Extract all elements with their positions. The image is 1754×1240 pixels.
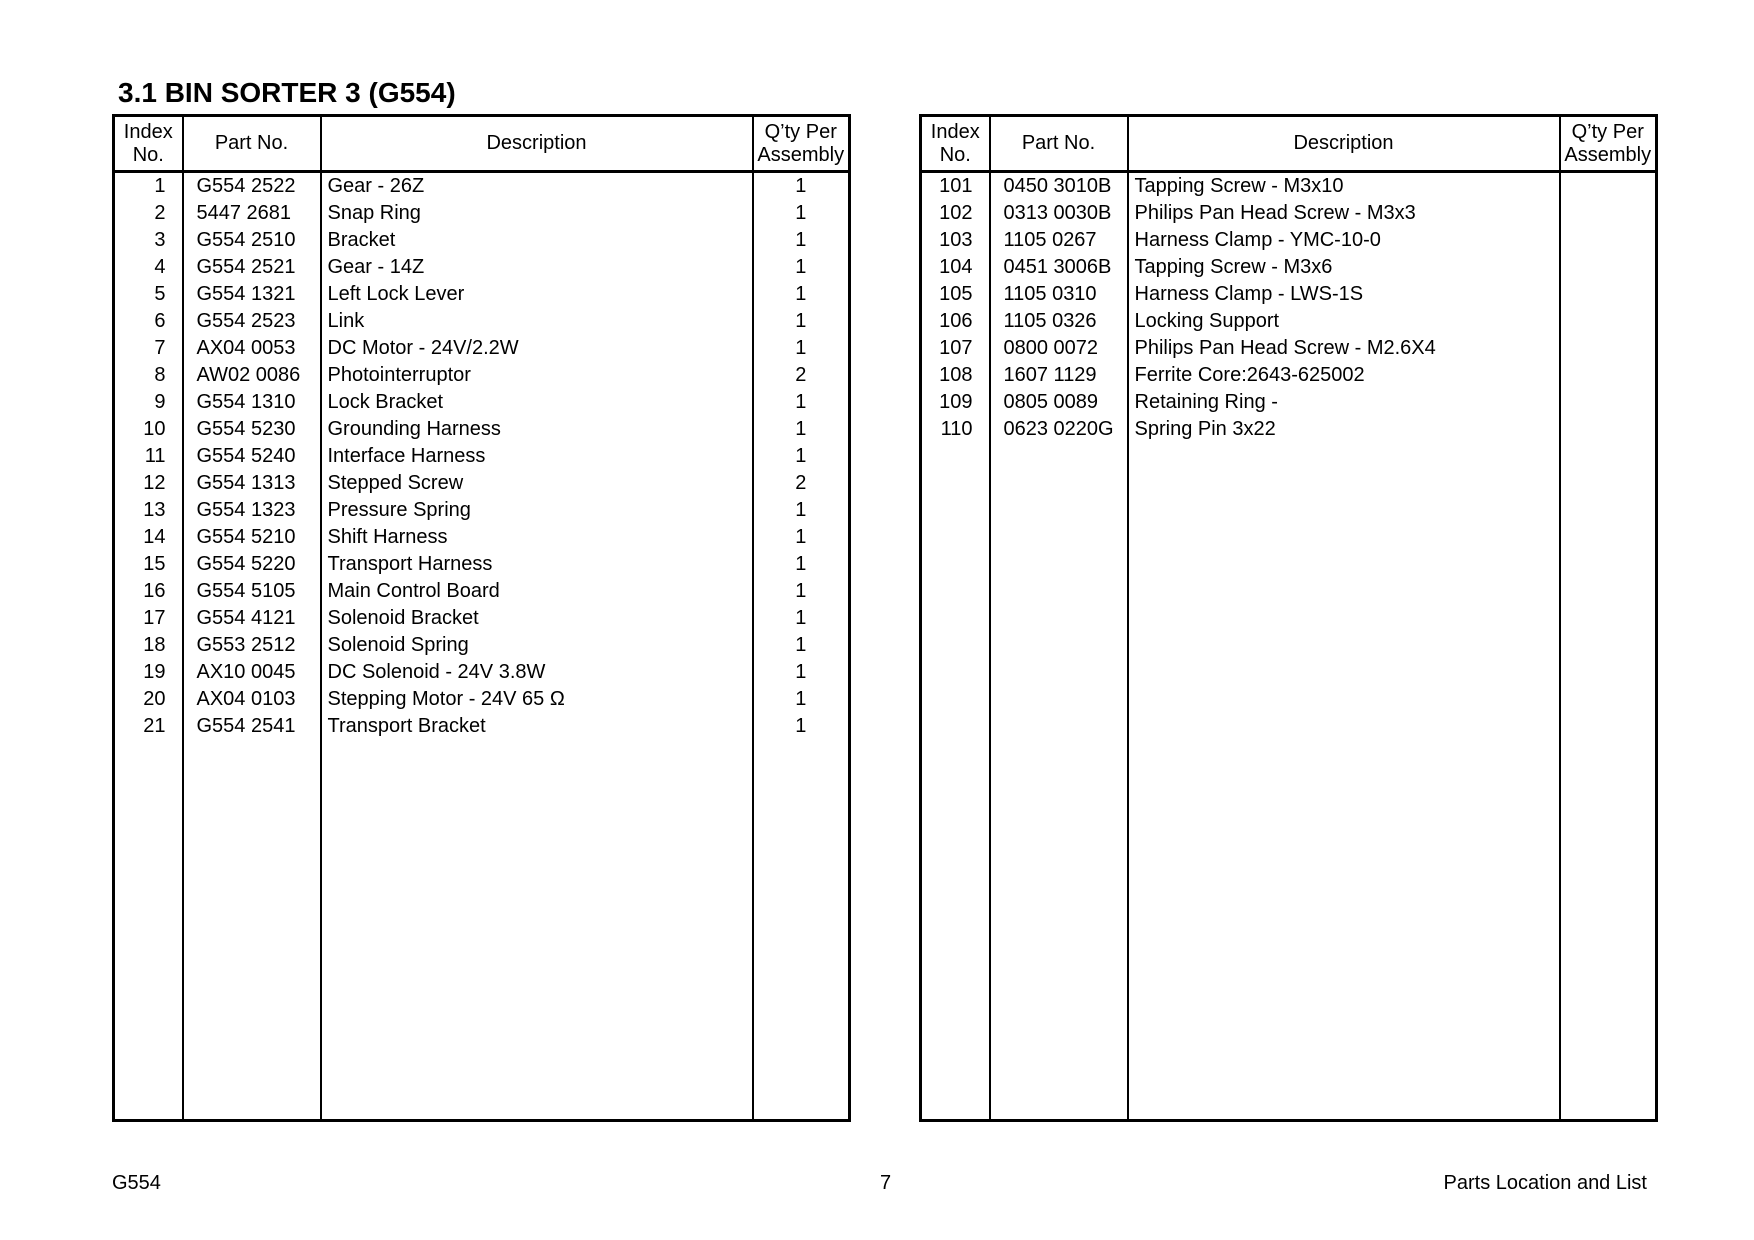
table-row <box>921 172 1657 201</box>
index-cell: 1 <box>114 172 183 201</box>
qty-cell: 1 <box>753 578 850 605</box>
table-row <box>114 416 850 443</box>
table-row <box>114 470 850 497</box>
table-row <box>114 281 850 308</box>
index-cell: 21 <box>114 713 183 740</box>
index-cell: 17 <box>114 605 183 632</box>
description-cell: Solenoid Spring <box>321 632 753 659</box>
qty-cell: 1 <box>753 632 850 659</box>
index-cell: 13 <box>114 497 183 524</box>
part-no-cell: AX04 0053 <box>183 335 321 362</box>
table-row <box>114 551 850 578</box>
empty-cell <box>114 740 183 1121</box>
description-cell: Philips Pan Head Screw - M2.6X4 <box>1128 335 1560 362</box>
part-no-cell: AX10 0045 <box>183 659 321 686</box>
description-cell: Harness Clamp - YMC-10-0 <box>1128 227 1560 254</box>
qty-cell: 1 <box>753 659 850 686</box>
description-cell: Snap Ring <box>321 200 753 227</box>
description-cell: Tapping Screw - M3x10 <box>1128 172 1560 201</box>
table-row <box>114 389 850 416</box>
index-cell: 14 <box>114 524 183 551</box>
description-cell: Solenoid Bracket <box>321 605 753 632</box>
index-cell: 10 <box>114 416 183 443</box>
part-no-cell: 0800 0072 <box>990 335 1128 362</box>
table-row <box>114 659 850 686</box>
table-row <box>114 686 850 713</box>
header-qty <box>1560 116 1657 172</box>
description-cell: Stepped Screw <box>321 470 753 497</box>
table-row <box>921 416 1657 443</box>
part-no-cell: G554 1321 <box>183 281 321 308</box>
description-cell: Stepping Motor - 24V 65 Ω <box>321 686 753 713</box>
empty-cell <box>321 740 753 1121</box>
qty-cell: 1 <box>753 172 850 201</box>
index-cell: 11 <box>114 443 183 470</box>
index-cell: 104 <box>921 254 990 281</box>
part-no-cell: G554 1313 <box>183 470 321 497</box>
qty-cell: 1 <box>753 551 850 578</box>
table-row <box>114 497 850 524</box>
qty-cell <box>1560 254 1657 281</box>
part-no-cell: G554 5220 <box>183 551 321 578</box>
part-no-cell: G553 2512 <box>183 632 321 659</box>
qty-cell: 1 <box>753 524 850 551</box>
qty-cell: 1 <box>753 227 850 254</box>
empty-cell <box>990 443 1128 1121</box>
empty-cell <box>753 740 850 1121</box>
table-row <box>921 308 1657 335</box>
table-row <box>114 443 850 470</box>
qty-cell: 1 <box>753 686 850 713</box>
table-row <box>921 335 1657 362</box>
index-cell: 102 <box>921 200 990 227</box>
qty-cell <box>1560 227 1657 254</box>
footer-page-number: 7 <box>880 1172 892 1194</box>
empty-cell <box>183 740 321 1121</box>
part-no-cell: 5447 2681 <box>183 200 321 227</box>
part-no-cell: G554 1323 <box>183 497 321 524</box>
header-description: Description <box>321 116 753 172</box>
description-cell: Grounding Harness <box>321 416 753 443</box>
table-row <box>114 524 850 551</box>
header-qty <box>753 116 850 172</box>
qty-cell: 1 <box>753 416 850 443</box>
index-cell: 106 <box>921 308 990 335</box>
qty-cell: 1 <box>753 443 850 470</box>
qty-cell: 1 <box>753 389 850 416</box>
qty-cell <box>1560 308 1657 335</box>
page-title: 3.1 BIN SORTER 3 (G554) <box>118 77 456 108</box>
part-no-cell: G554 5105 <box>183 578 321 605</box>
description-cell: Pressure Spring <box>321 497 753 524</box>
index-cell: 6 <box>114 308 183 335</box>
index-cell: 12 <box>114 470 183 497</box>
part-no-cell: G554 1310 <box>183 389 321 416</box>
qty-cell <box>1560 362 1657 389</box>
table-body <box>921 172 1657 1121</box>
part-no-cell: G554 4121 <box>183 605 321 632</box>
empty-cell <box>921 443 990 1121</box>
index-cell: 5 <box>114 281 183 308</box>
header-qty-line2: Assembly <box>1564 143 1652 166</box>
qty-cell: 1 <box>753 281 850 308</box>
qty-cell: 1 <box>753 335 850 362</box>
part-no-cell: G554 2510 <box>183 227 321 254</box>
part-no-cell: 0450 3010B <box>990 172 1128 201</box>
table-row <box>114 227 850 254</box>
header-part-no: Part No. <box>183 116 321 172</box>
part-no-cell: 1105 0326 <box>990 308 1128 335</box>
description-cell: Bracket <box>321 227 753 254</box>
qty-cell: 1 <box>753 200 850 227</box>
description-cell: Photointerruptor <box>321 362 753 389</box>
table-row <box>114 578 850 605</box>
footer-section-name: Parts Location and List <box>1443 1172 1647 1194</box>
index-cell: 103 <box>921 227 990 254</box>
part-no-cell: G554 5240 <box>183 443 321 470</box>
part-no-cell: G554 2523 <box>183 308 321 335</box>
part-no-cell: 1607 1129 <box>990 362 1128 389</box>
table-row <box>114 200 850 227</box>
qty-cell: 1 <box>753 605 850 632</box>
description-cell: Harness Clamp - LWS-1S <box>1128 281 1560 308</box>
description-cell: DC Solenoid - 24V 3.8W <box>321 659 753 686</box>
index-cell: 19 <box>114 659 183 686</box>
header-qty-line2: Assembly <box>757 143 845 166</box>
qty-cell: 2 <box>753 362 850 389</box>
header-index-line1: Index <box>123 120 173 143</box>
part-no-cell: AX04 0103 <box>183 686 321 713</box>
header-part-no: Part No. <box>990 116 1128 172</box>
qty-cell: 1 <box>753 713 850 740</box>
part-no-cell: AW02 0086 <box>183 362 321 389</box>
description-cell: Retaining Ring - <box>1128 389 1560 416</box>
index-cell: 2 <box>114 200 183 227</box>
empty-cell <box>1128 443 1560 1121</box>
header-qty-line1: Q’ty Per <box>1571 120 1644 143</box>
table-row <box>921 227 1657 254</box>
description-cell: Gear - 14Z <box>321 254 753 281</box>
header-index-line2: No. <box>132 143 164 166</box>
table-row <box>921 200 1657 227</box>
description-cell: Transport Harness <box>321 551 753 578</box>
qty-cell <box>1560 389 1657 416</box>
part-no-cell: 1105 0267 <box>990 227 1128 254</box>
header-qty-line1: Q’ty Per <box>764 120 837 143</box>
index-cell: 110 <box>921 416 990 443</box>
index-cell: 4 <box>114 254 183 281</box>
table-row <box>114 713 850 740</box>
index-cell: 7 <box>114 335 183 362</box>
description-cell: Ferrite Core:2643-625002 <box>1128 362 1560 389</box>
header-index-line1: Index <box>930 120 980 143</box>
index-cell: 105 <box>921 281 990 308</box>
table-header-row <box>114 116 850 172</box>
qty-cell: 1 <box>753 254 850 281</box>
table-filler-row <box>114 740 850 1121</box>
index-cell: 3 <box>114 227 183 254</box>
description-cell: DC Motor - 24V/2.2W <box>321 335 753 362</box>
table-filler-row <box>921 443 1657 1121</box>
qty-cell <box>1560 335 1657 362</box>
part-no-cell: G554 5230 <box>183 416 321 443</box>
part-no-cell: G554 2541 <box>183 713 321 740</box>
description-cell: Tapping Screw - M3x6 <box>1128 254 1560 281</box>
table-row <box>114 605 850 632</box>
part-no-cell: 1105 0310 <box>990 281 1128 308</box>
table-row <box>114 632 850 659</box>
index-cell: 15 <box>114 551 183 578</box>
table-row <box>114 308 850 335</box>
header-index <box>921 116 990 172</box>
table-header-row <box>921 116 1657 172</box>
parts-table-left <box>112 114 851 1122</box>
qty-cell <box>1560 200 1657 227</box>
part-no-cell: 0451 3006B <box>990 254 1128 281</box>
table-row <box>921 389 1657 416</box>
table-row <box>114 172 850 201</box>
index-cell: 16 <box>114 578 183 605</box>
index-cell: 101 <box>921 172 990 201</box>
index-cell: 18 <box>114 632 183 659</box>
index-cell: 107 <box>921 335 990 362</box>
index-cell: 9 <box>114 389 183 416</box>
description-cell: Philips Pan Head Screw - M3x3 <box>1128 200 1560 227</box>
description-cell: Gear - 26Z <box>321 172 753 201</box>
table-row <box>114 335 850 362</box>
table-row <box>114 362 850 389</box>
part-no-cell: G554 2522 <box>183 172 321 201</box>
qty-cell: 1 <box>753 308 850 335</box>
table-row <box>921 362 1657 389</box>
description-cell: Locking Support <box>1128 308 1560 335</box>
description-cell: Shift Harness <box>321 524 753 551</box>
parts-table-right <box>919 114 1658 1122</box>
footer-doc-code: G554 <box>112 1172 161 1194</box>
description-cell: Main Control Board <box>321 578 753 605</box>
qty-cell <box>1560 416 1657 443</box>
description-cell: Interface Harness <box>321 443 753 470</box>
description-cell: Left Lock Lever <box>321 281 753 308</box>
description-cell: Spring Pin 3x22 <box>1128 416 1560 443</box>
header-index-line2: No. <box>939 143 971 166</box>
description-cell: Transport Bracket <box>321 713 753 740</box>
header-index <box>114 116 183 172</box>
part-no-cell: 0623 0220G <box>990 416 1128 443</box>
header-description: Description <box>1128 116 1560 172</box>
table-row <box>921 254 1657 281</box>
table-body <box>114 172 850 1121</box>
part-no-cell: 0805 0089 <box>990 389 1128 416</box>
index-cell: 8 <box>114 362 183 389</box>
index-cell: 108 <box>921 362 990 389</box>
qty-cell <box>1560 172 1657 201</box>
qty-cell: 1 <box>753 497 850 524</box>
part-no-cell: G554 5210 <box>183 524 321 551</box>
qty-cell <box>1560 281 1657 308</box>
qty-cell: 2 <box>753 470 850 497</box>
empty-cell <box>1560 443 1657 1121</box>
index-cell: 20 <box>114 686 183 713</box>
table-row <box>921 281 1657 308</box>
description-cell: Link <box>321 308 753 335</box>
part-no-cell: 0313 0030B <box>990 200 1128 227</box>
index-cell: 109 <box>921 389 990 416</box>
part-no-cell: G554 2521 <box>183 254 321 281</box>
description-cell: Lock Bracket <box>321 389 753 416</box>
table-row <box>114 254 850 281</box>
